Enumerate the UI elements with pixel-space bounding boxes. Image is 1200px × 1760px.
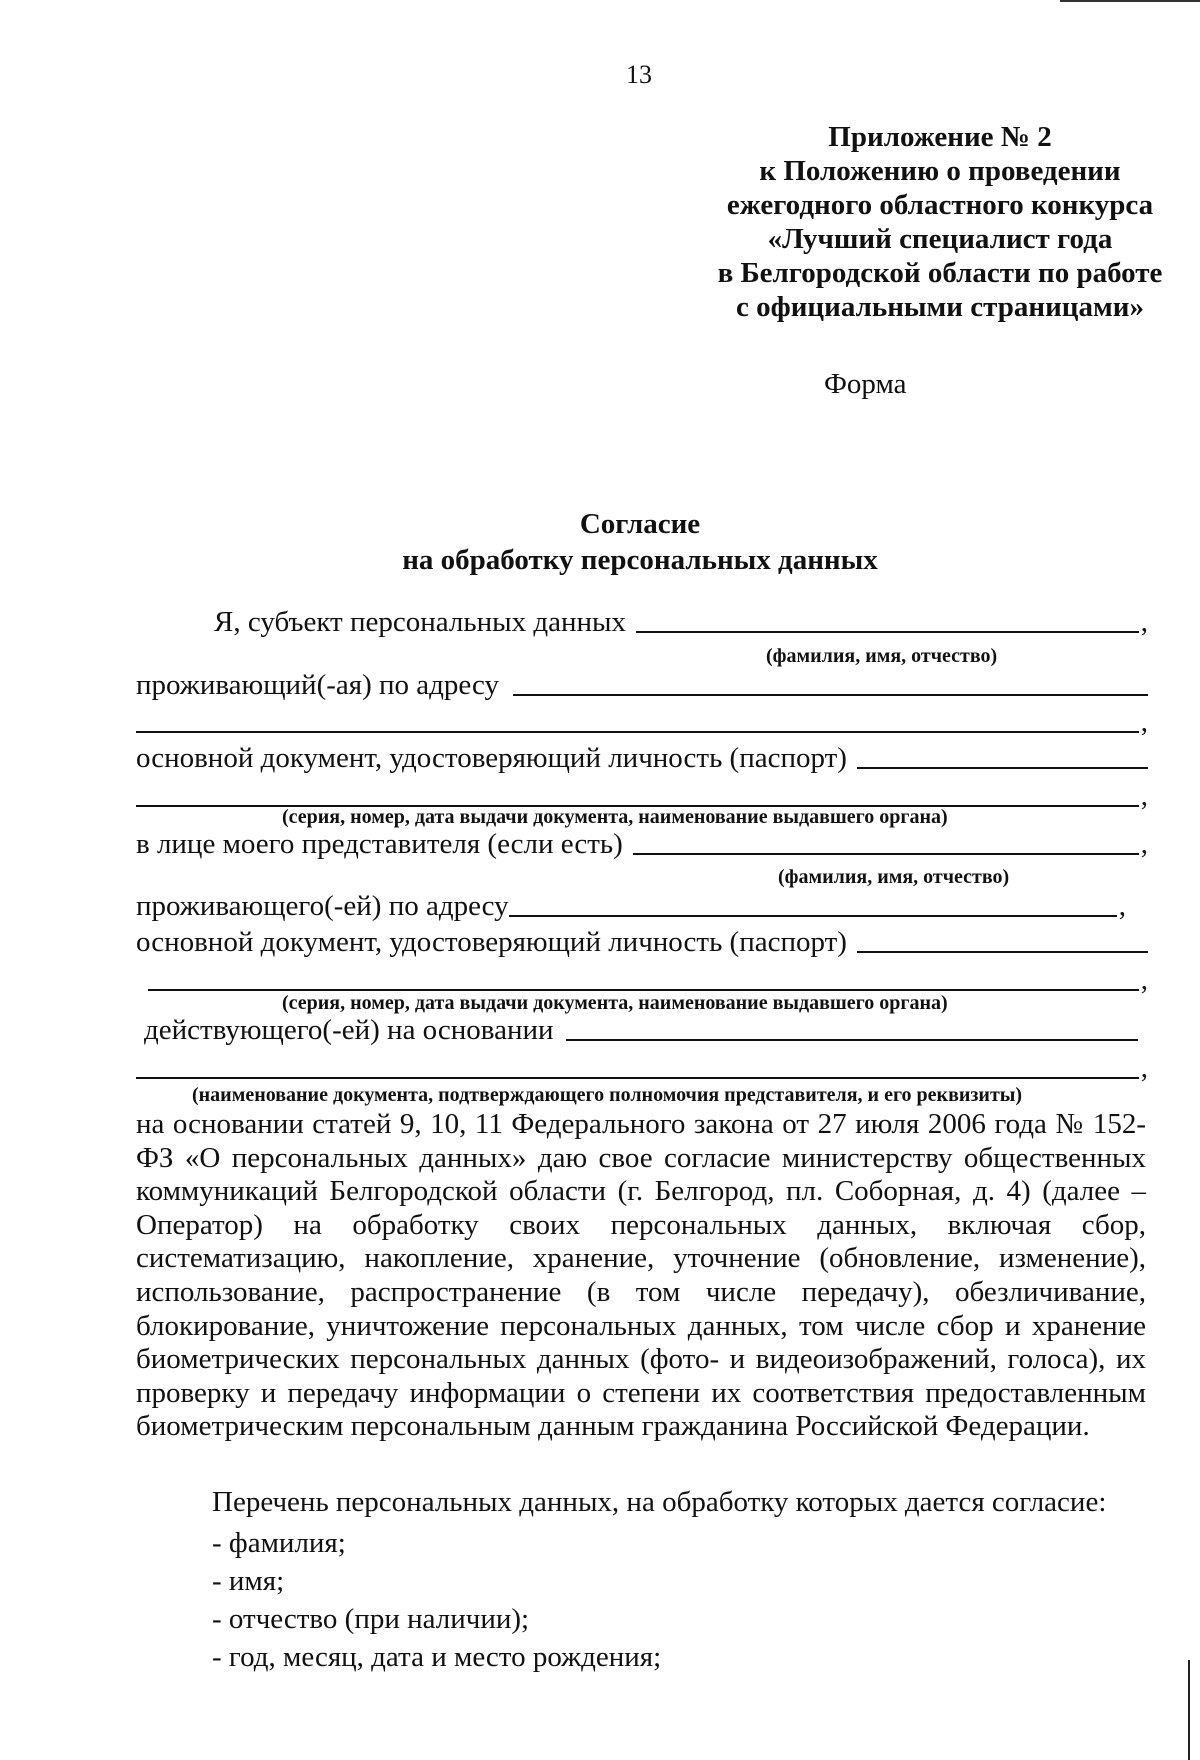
rep-document-row	[136, 924, 1148, 960]
subject-name-caption: (фамилия, имя, отчество)	[766, 645, 998, 667]
basis-row-2: ,	[136, 1050, 1148, 1086]
address-field-continued[interactable]	[136, 731, 1139, 733]
list-item: - фамилия;	[212, 1527, 346, 1559]
header-line: ежегодного областного конкурса	[726, 189, 1154, 221]
data-list-intro: Перечень персональных данных, на обработку которых дается согласие:	[212, 1486, 1107, 1518]
address-label: проживающий(-ая) по адресу	[136, 669, 499, 701]
rep-document-row-2: ,	[148, 962, 1148, 998]
subject-label: Я, субъект персональных данных	[214, 606, 626, 638]
document-row	[136, 740, 1148, 776]
basis-field-continued[interactable]	[136, 1077, 1139, 1079]
rep-document-caption: (серия, номер, дата выдачи документа, наименование выдавшего органа)	[282, 992, 948, 1014]
list-item: - год, месяц, дата и место рождения;	[212, 1641, 662, 1673]
document-label: основной документ, удостоверяющий личность (паспорт)	[136, 742, 847, 774]
address-row-2: ,	[136, 704, 1148, 740]
representative-row: в лице моего представителя (если есть) ,	[136, 828, 1148, 860]
header-line: к Положению о проведении	[759, 155, 1121, 187]
basis-label: действующего(-ей) на основании	[144, 1014, 554, 1046]
header-line: в Белгородской области по работе	[717, 257, 1163, 289]
title-line-2: на обработку персональных данных	[402, 544, 878, 576]
rep-address-label: проживающего(-ей) по адресу	[136, 890, 509, 922]
subject-name-row: Я, субъект персональных данных ,	[214, 606, 1148, 638]
basis-field[interactable]	[566, 1039, 1138, 1041]
address-row	[136, 667, 1148, 703]
page-number: 13	[626, 60, 652, 89]
basis-row	[144, 1012, 1138, 1048]
scan-edge-mark	[1060, 0, 1200, 2]
list-item: - имя;	[212, 1565, 285, 1597]
address-field[interactable]	[513, 694, 1148, 696]
representative-field[interactable]	[633, 853, 1139, 855]
header-line: с официальными страницами»	[736, 291, 1144, 323]
rep-document-field-continued[interactable]	[148, 989, 1139, 991]
representative-label: в лице моего представителя (если есть)	[136, 828, 623, 860]
header-line: Приложение № 2	[828, 121, 1052, 153]
appendix-header	[640, 120, 1200, 324]
document-caption: (серия, номер, дата выдачи документа, наименование выдавшего органа)	[282, 806, 948, 828]
header-line: «Лучший специалист года	[767, 223, 1113, 255]
rep-document-field[interactable]	[857, 951, 1148, 953]
consent-paragraph: на основании статей 9, 10, 11 Федерального закона от 27 июля 2006 года № 152-ФЗ «О персональных данных» даю свое согласие министерству общественных коммуникаций Белгородской области (г. Белгород, пл. Соборная, д. 4) (далее – Оператор) на обработку своих персональных данных, включая сбор, систематизацию, накопление, хранение, уточнение (обновление, изменение), использование, распространение (в том числе передачу), обезличивание, блокирование, уничтожение персональных данных, том числе сбор и хранение биометрических персональных данных (фото- и видеоизображений, голоса), их проверку и передачу информации о степени их соответствия предоставленным биометрическим персональным данным гражданина Российской Федерации.	[136, 1108, 1146, 1443]
rep-address-field[interactable]	[509, 915, 1117, 917]
form-label: Форма	[824, 368, 907, 400]
subject-name-field[interactable]	[636, 631, 1139, 633]
basis-caption: (наименование документа, подтверждающего полномочия представителя, и его реквизиты)	[192, 1084, 1023, 1106]
document-title	[200, 506, 1080, 578]
representative-caption: (фамилия, имя, отчество)	[778, 866, 1010, 888]
personal-data-list	[212, 1524, 661, 1676]
document-field[interactable]	[857, 767, 1148, 769]
list-item: - отчество (при наличии);	[212, 1603, 530, 1635]
title-line-1: Согласие	[579, 508, 701, 540]
scan-edge-line	[1188, 1660, 1190, 1760]
document-row-2: ,	[136, 778, 1148, 814]
rep-document-label: основной документ, удостоверяющий личность (паспорт)	[136, 926, 847, 958]
rep-address-row: проживающего(-ей) по адресу ,	[136, 890, 1126, 922]
